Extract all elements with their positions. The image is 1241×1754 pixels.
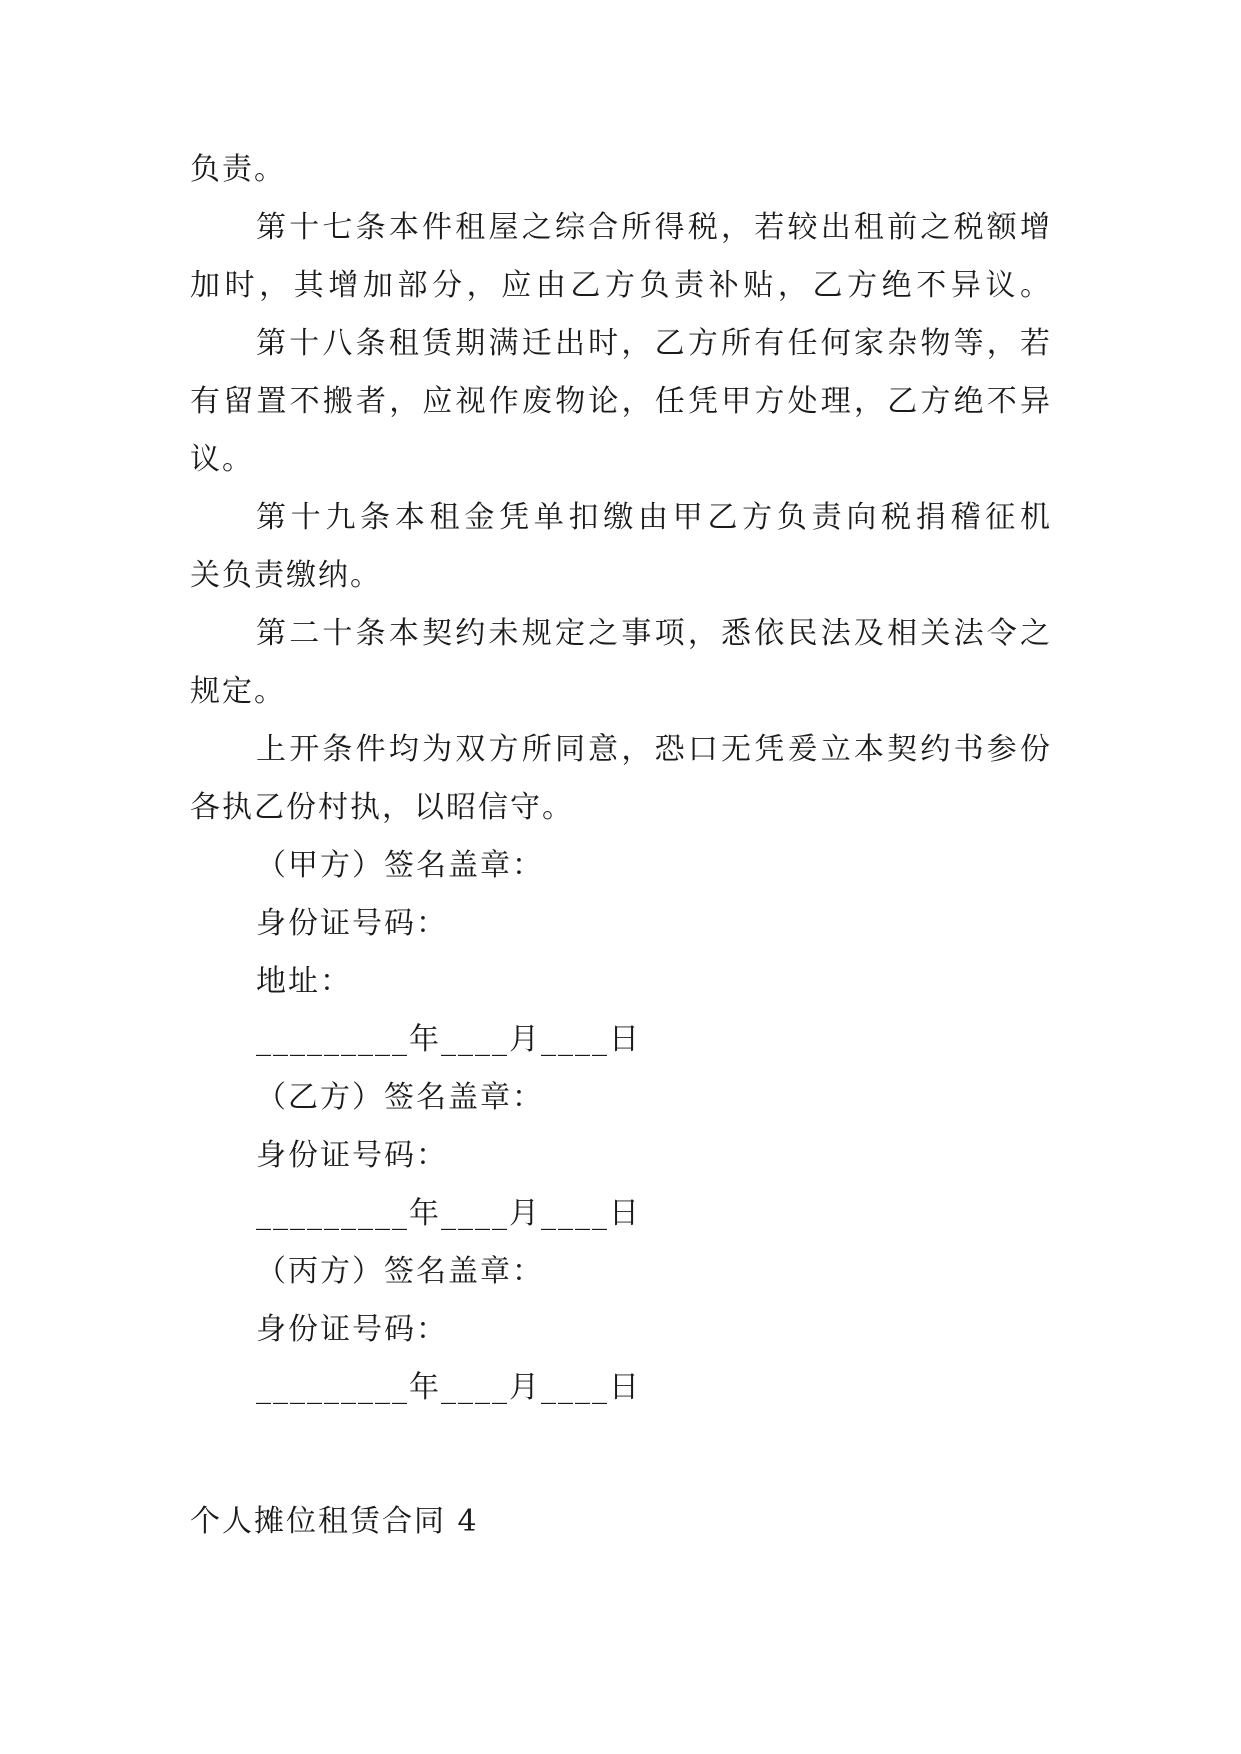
article-17-line-1: 第十七条本件租屋之综合所得税，若较出租前之税额增 — [256, 210, 1050, 245]
next-section-heading: 个人摊位租赁合同 4 — [190, 1504, 479, 1539]
closing-line-2: 各执乙份村执，以昭信守。 — [190, 790, 574, 825]
text-line: 负责。 — [190, 152, 286, 187]
article-17-line-2: 加时，其增加部分，应由乙方负责补贴，乙方绝不异议。 — [190, 268, 1050, 303]
article-18-line-1: 第十八条租赁期满迁出时，乙方所有任何家杂物等，若 — [256, 326, 1050, 361]
article-19-line-1: 第十九条本租金凭单扣缴由甲乙方负责向税捐稽征机 — [256, 500, 1050, 535]
party-b-signature-label: （乙方）签名盖章： — [256, 1080, 544, 1115]
article-19-line-2: 关负责缴纳。 — [190, 558, 382, 593]
party-c-date-line: _________年____月____日 — [256, 1370, 641, 1405]
article-20-line-1: 第二十条本契约未规定之事项，悉依民法及相关法令之 — [256, 616, 1050, 651]
party-c-signature-label: （丙方）签名盖章： — [256, 1254, 544, 1289]
article-20-line-2: 规定。 — [190, 674, 286, 709]
party-c-id-label: 身份证号码： — [256, 1312, 448, 1347]
party-a-address-label: 地址： — [256, 964, 352, 999]
closing-line-1: 上开条件均为双方所同意，恐口无凭爰立本契约书参份 — [256, 732, 1050, 767]
article-18-line-2: 有留置不搬者，应视作废物论，任凭甲方处理，乙方绝不异 — [190, 384, 1050, 419]
party-a-signature-label: （甲方）签名盖章： — [256, 848, 544, 883]
party-b-id-label: 身份证号码： — [256, 1138, 448, 1173]
party-a-id-label: 身份证号码： — [256, 906, 448, 941]
article-18-line-3: 议。 — [190, 442, 254, 477]
party-b-date-line: _________年____月____日 — [256, 1196, 641, 1231]
party-a-date-line: _________年____月____日 — [256, 1022, 641, 1057]
